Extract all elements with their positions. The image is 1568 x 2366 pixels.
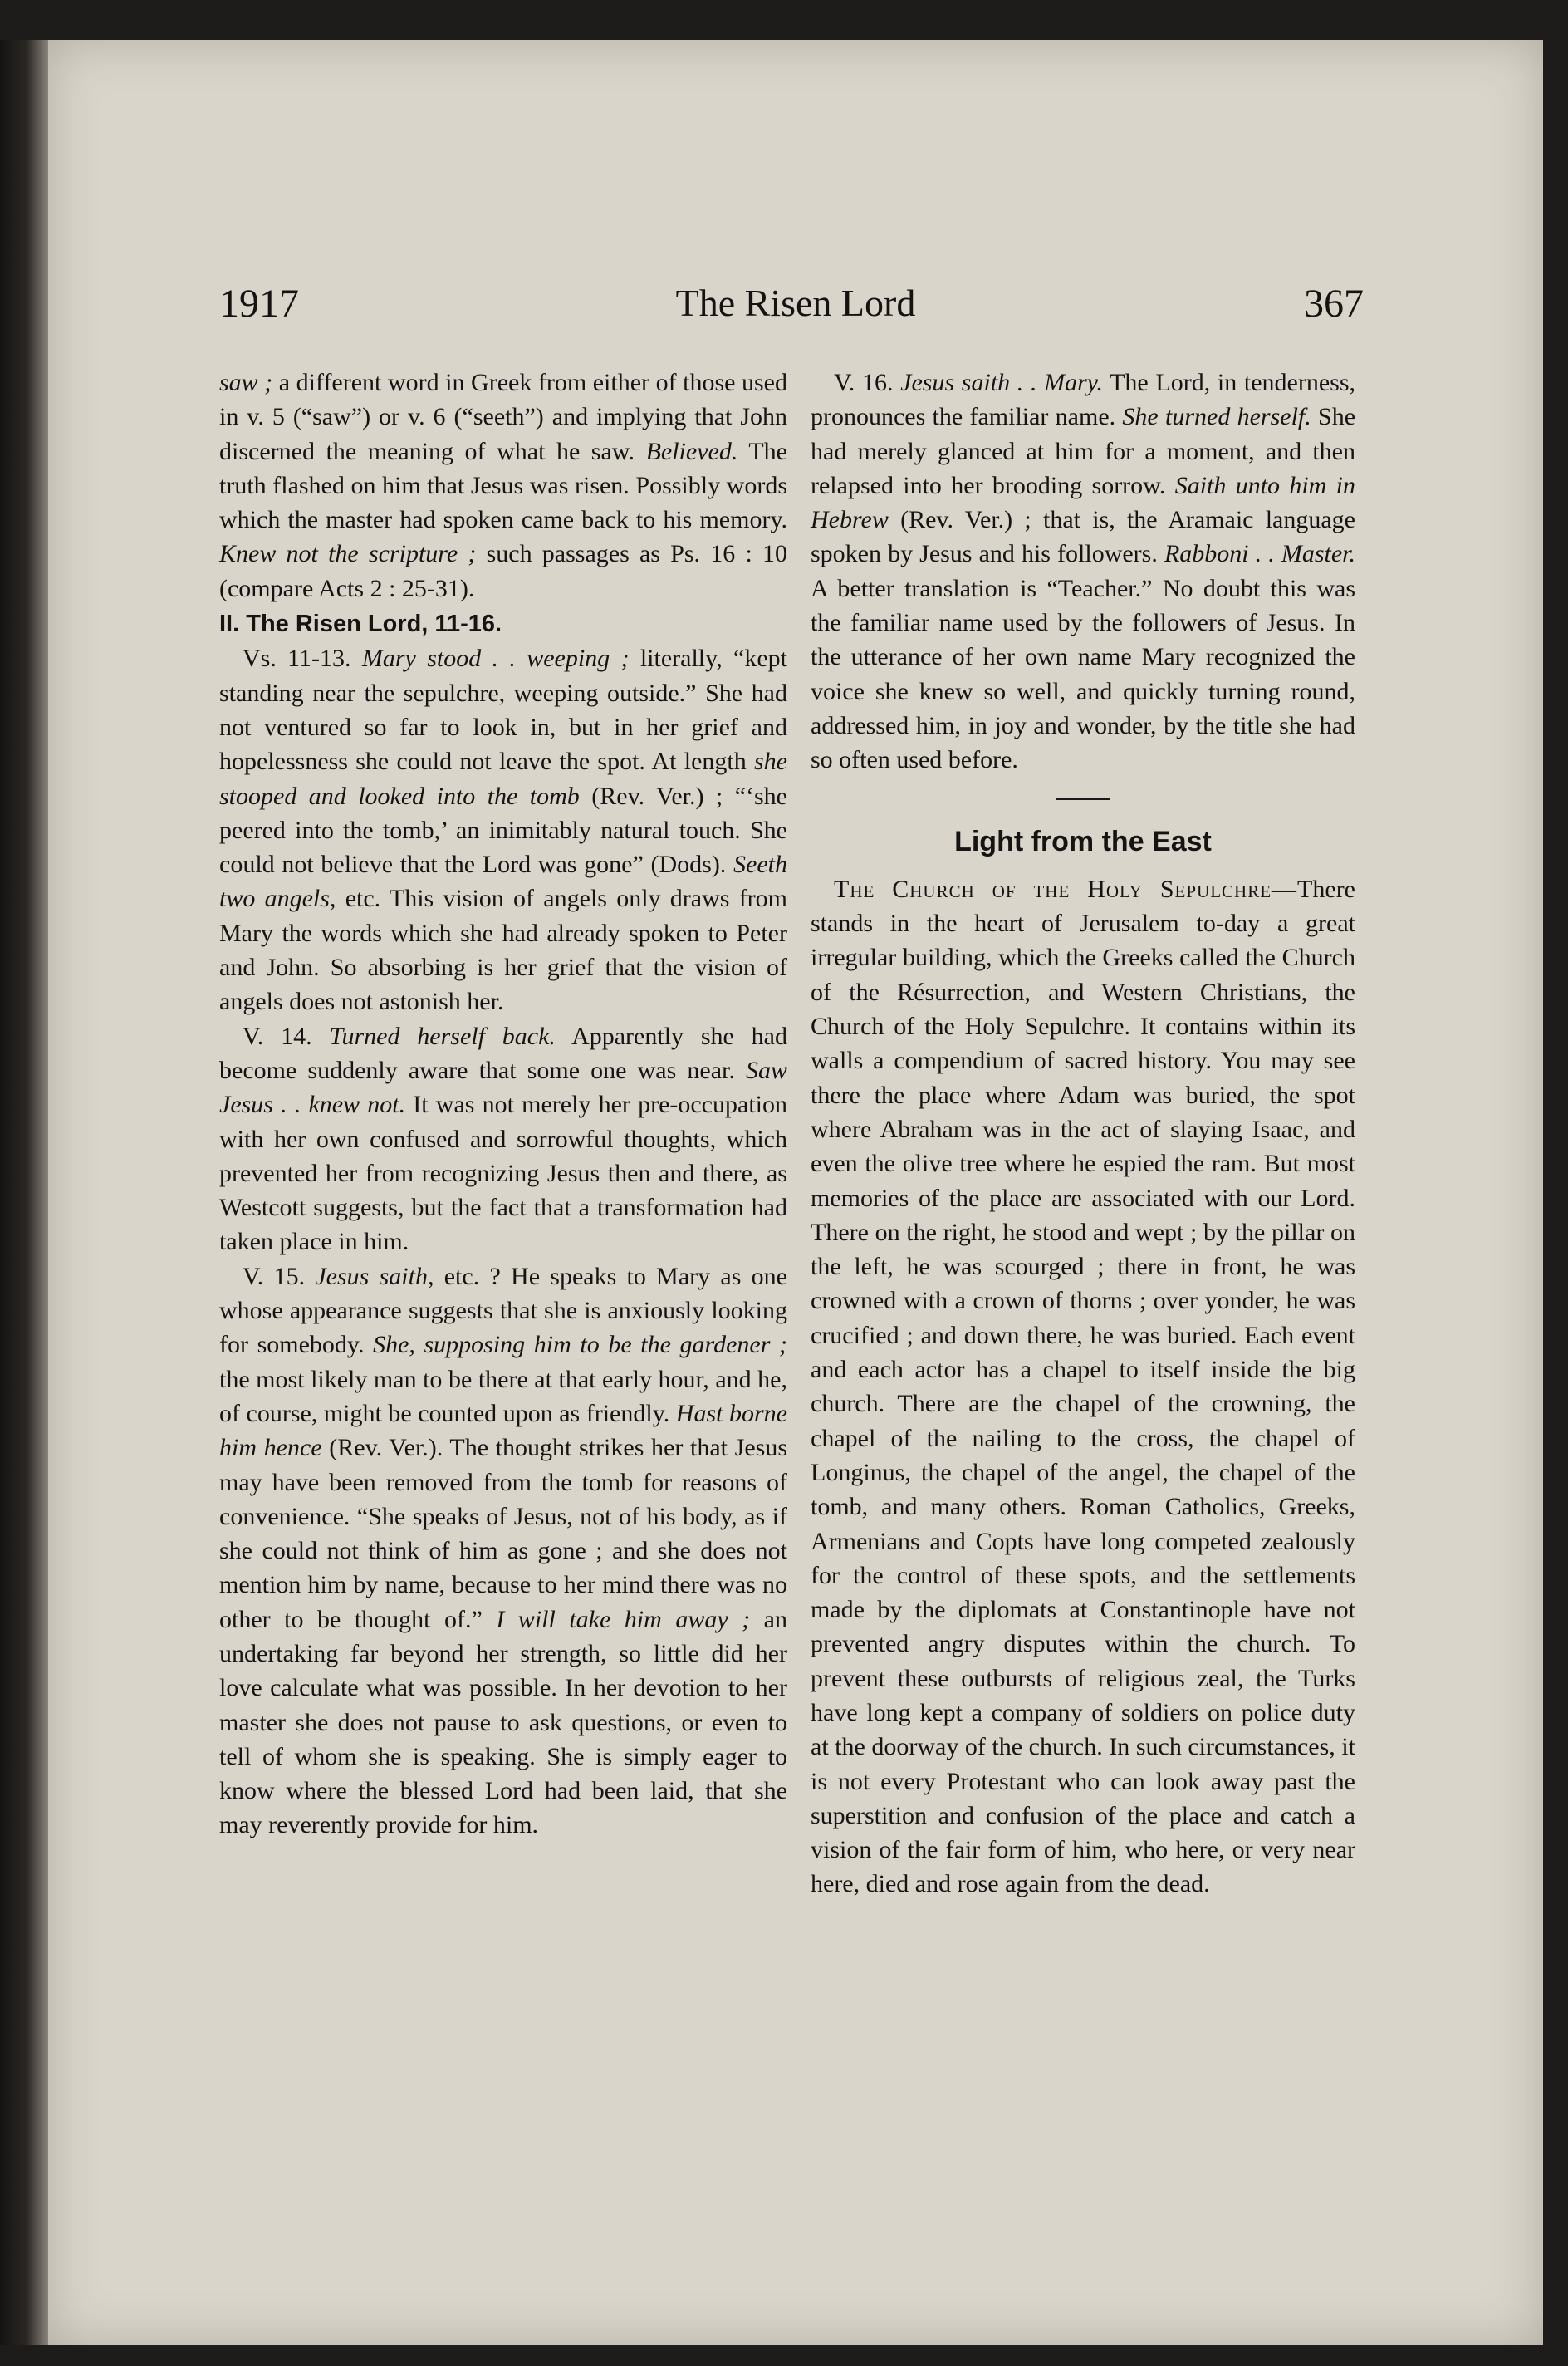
italic-run: saw ; <box>219 369 273 396</box>
book-spine-shadow <box>0 40 48 2345</box>
left-column <box>219 366 787 1843</box>
page-number: 367 <box>1304 282 1364 326</box>
text-run: (Rev. Ver.). The thought strikes her that Jesus may have been removed from the tomb for reasons of convenience. “She speaks of Jesus, not of his body, as if she could not think of him as gone ; and she does not mention him by name, because to her mind there was no other to be thought of.” <box>219 1434 788 1633</box>
left-paragraph-2 <box>219 641 787 1019</box>
text-run: the most likely man to be there at that early hour, and he, of course, might be counted upon as friendly. <box>219 1365 787 1427</box>
text-run: She had merely glanced at him for a moment, and then relapsed into her brooding sorrow. <box>811 403 1356 499</box>
header-title: The Risen Lord <box>675 282 916 324</box>
header-year: 1917 <box>219 282 299 326</box>
italic-run: Jesus saith . . Mary. <box>900 369 1103 396</box>
text-run: The truth flashed on him that Jesus was risen. Possibly words which the master had spoken came back to his memory. <box>219 437 787 534</box>
text-run: V. 16. <box>834 369 901 396</box>
section-heading: II. The Risen Lord, 11-16. <box>219 611 502 638</box>
italic-run: she stooped and looked into the tomb <box>219 748 787 810</box>
italic-run: Saw Jesus . . knew not. <box>219 1056 787 1119</box>
text-run: such passages as Ps. 16 : 10 (compare Acts 2 : 25-31). <box>219 540 787 602</box>
lfe-body: There stands in the heart of Jerusalem to-day a great irregular building, which the Greeks called the Church of the Résurrection, and Western Christians, the Church of the Holy Sepulchre. It contains within its walls a compendium of sacred history. You may see there the place where Adam was buried, the spot where Abraham was in the act of slaying Isaac, and even the olive tree where he espied the ram. But most memories of the place are associated with our Lord. There on the right, he stood and wept ; by the pillar on the left, he was scourged ; there in front, he was crowned with a crown of thorns ; over yonder, he was crucified ; and down there, he was buried. Each event and each actor has a chapel to itself inside the big church. There are the chapel of the crowning, the chapel of the nailing to the cross, the chapel of Longinus, the chapel of the angel, the chapel of the tomb, and many others. Roman Catholics, Greeks, Armenians and Copts have long competed zealously for the control of these spots, and the settlements made by the diplomats at Constantinople have not prevented angry disputes within the church. To prevent these outbursts of religious zeal, the Turks have long kept a company of soldiers on police duty at the doorway of the church. In such circumstances, it is not every Protestant who can look away past the superstition and confusion of the place and catch a vision of the fair form of him, who here, or very near here, died and rose again from the dead. <box>811 875 1355 1898</box>
right-paragraph-1 <box>811 366 1355 778</box>
text-run: Apparently she had become suddenly aware that some one was near. <box>219 1022 787 1084</box>
text-run: Vs. 11-13. <box>243 645 362 673</box>
text-run: V. 15. <box>243 1262 316 1290</box>
right-column <box>811 366 1355 1902</box>
text-run: A better translation is “Teacher.” No doubt this was the familiar name used by the followers of Jesus. In the utterance of her own name Mary recognized the voice she knew so well, and quickly turning round, addressed him, in joy and wonder, by the title she had so often used before. <box>811 574 1355 774</box>
section-divider <box>1056 798 1110 800</box>
text-run: an undertaking far beyond her strength, so little did her love calculate what was possible. In her devotion to her master she does not pause to ask questions, or even to tell of whom she is speaking. She is simply eager to know where the blessed Lord had been laid, that she may reverently provide for him. <box>219 1605 787 1839</box>
book-page <box>48 40 1543 2345</box>
italic-run: I will take him away ; <box>496 1605 751 1633</box>
italic-run: Saith unto him in Hebrew <box>811 471 1355 534</box>
light-from-the-east-heading: Light from the East <box>954 825 1212 857</box>
italic-run: Jesus saith, <box>315 1262 434 1290</box>
italic-run: Knew not the scripture ; <box>219 540 477 568</box>
left-paragraph-1 <box>219 366 787 606</box>
italic-run: Turned herself back. <box>329 1022 556 1050</box>
italic-run: She, supposing him to be the gardener ; <box>373 1331 787 1359</box>
italic-run: Believed. <box>645 437 738 465</box>
italic-run: Mary stood . . weeping ; <box>361 645 630 673</box>
text-run: a different word in Greek from either of those used in v. 5 (“saw”) or v. 6 (“seeth”) and implying that John discerned the meaning of what he saw. <box>219 369 787 465</box>
text-run: It was not merely her pre-occupation with her own confused and sorrowful thoughts, which prevented her from recognizing Jesus then and there, as Westcott suggests, but the fact that a transformation had taken place in him. <box>219 1091 787 1256</box>
left-paragraph-4 <box>219 1259 787 1843</box>
italic-run: Hast borne him hence <box>219 1399 787 1462</box>
italic-run: Seeth two angels, <box>219 851 787 913</box>
text-run: V. 14. <box>243 1022 330 1050</box>
text-run: The Lord, in tenderness, pronounces the familiar name. <box>811 369 1356 431</box>
text-run: etc. ? He speaks to Mary as one whose appearance suggests that she is anxiously looking for somebody. <box>219 1262 787 1359</box>
light-from-the-east-paragraph <box>811 872 1355 1902</box>
text-run: etc. This vision of angels only draws from Mary the words which she had already spoken to Peter and John. So absorbing is her grief that the vision of angels does not astonish her. <box>219 885 788 1016</box>
text-run: literally, “kept standing near the sepulchre, weeping outside.” She had not ventured so far to look in, but in her grief and hopelessness she could not leave the spot. At length <box>219 645 787 776</box>
italic-run: She turned herself. <box>1122 403 1311 431</box>
running-header <box>48 281 1543 339</box>
italic-run: Rabboni . . Master. <box>1164 540 1355 568</box>
left-paragraph-3 <box>219 1019 787 1259</box>
lfe-lead-in: The Church of the Holy Sepulchre— <box>834 875 1298 903</box>
text-run: (Rev. Ver.) ; “‘she peered into the tomb,’ an inimitably natural touch. She could not believe that the Lord was gone” (Dods). <box>219 782 787 879</box>
text-run: (Rev. Ver.) ; that is, the Aramaic language spoken by Jesus and his followers. <box>811 506 1355 568</box>
